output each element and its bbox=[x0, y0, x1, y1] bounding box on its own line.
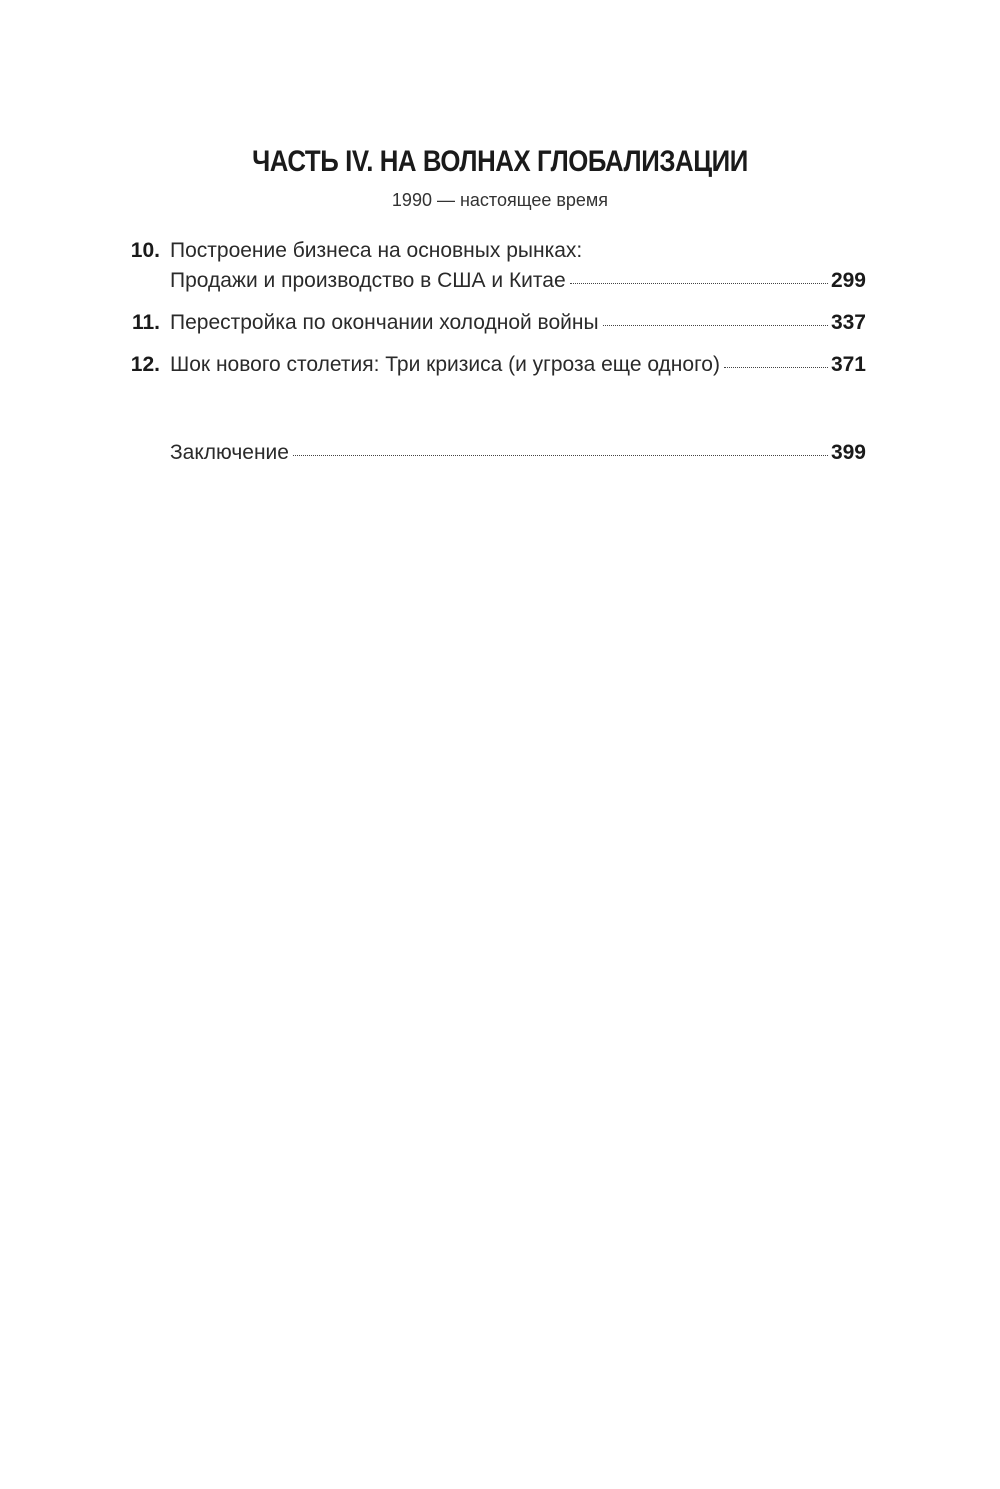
part-title: ЧАСТЬ IV. НА ВОЛНАХ ГЛОБАЛИЗАЦИИ bbox=[252, 145, 748, 178]
chapter-title-line: Продажи и производство в США и Китае bbox=[170, 269, 566, 292]
chapter-number: 11. bbox=[131, 311, 160, 334]
chapter-title-line: Построение бизнеса на основных рынках: bbox=[170, 239, 583, 262]
dot-leader bbox=[293, 455, 828, 456]
table-of-contents bbox=[120, 236, 866, 468]
part-subtitle: 1990 — настоящее время bbox=[391, 190, 609, 210]
page-number: 371 bbox=[830, 353, 866, 376]
chapter-title-line: Шок нового столетия: Три кризиса (и угроза еще одного) bbox=[170, 353, 720, 376]
toc-entry-conclusion[interactable] bbox=[120, 438, 866, 468]
dot-leader bbox=[724, 367, 828, 368]
page-number: 337 bbox=[830, 311, 866, 334]
dot-leader bbox=[603, 325, 828, 326]
chapter-title-line: Перестройка по окончании холодной войны bbox=[170, 311, 599, 334]
dot-leader bbox=[570, 283, 828, 284]
toc-entry-chapter-10[interactable] bbox=[120, 236, 866, 296]
page-number: 399 bbox=[830, 441, 866, 464]
toc-entry-chapter-12[interactable] bbox=[120, 350, 866, 380]
chapter-number: 10. bbox=[130, 239, 160, 262]
page-number: 299 bbox=[830, 269, 866, 292]
toc-entry-chapter-11[interactable] bbox=[120, 308, 866, 338]
chapter-number: 12. bbox=[130, 353, 160, 376]
conclusion-title: Заключение bbox=[170, 441, 289, 464]
